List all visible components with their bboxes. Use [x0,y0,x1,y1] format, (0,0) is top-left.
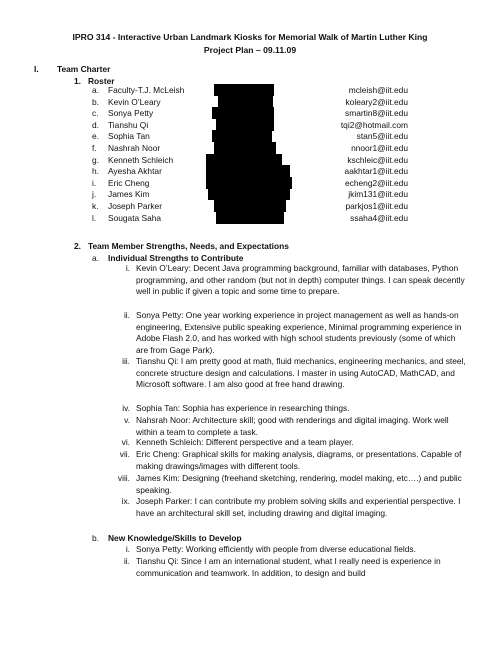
roster-row [0,212,500,224]
subsection-heading-skills: New Knowledge/Skills to Develop [108,533,242,543]
roster-email: nnoor1@iit.edu [351,143,408,153]
roster-letter: j. [92,189,97,200]
redaction-bar [206,177,292,189]
roster-row [0,142,500,154]
subsection-letter: a. [92,253,99,263]
item-text: Eric Cheng: Graphical skills for making analysis, diagrams, or presentations. Capable of making drawings/images with different tools. [136,449,462,471]
item-text: Kenneth Schleich: Different perspective and a team player. [136,437,354,447]
roster-name: Kenneth Schleich [108,154,174,165]
roster-letter: d. [92,119,99,130]
section-heading-team-charter: Team Charter [57,64,111,74]
roster-row [0,130,500,142]
item-text: Sonya Petty: One year working experience in project management as well as hands-on engineering, Extensive public speaking experience, Minimal programming experience in Adobe Flash 2.0, and has worked with high school students previously (some of which are from Gage Park). [136,310,462,355]
roster-letter: f. [92,143,97,153]
roster-email: ssaha4@iit.edu [350,212,408,223]
item-numeral: ii. [123,556,130,566]
item-numeral: iv. [122,403,130,413]
item-text: Joseph Parker: I can contribute my problem solving skills and experiential perspective. I have an architectural skill set, including drawing and digital imaging. [136,496,461,518]
item-numeral: i. [125,544,130,554]
roster-letter: e. [92,131,99,142]
redaction-bar [212,130,272,142]
item-numeral: ii. [123,310,130,320]
roster-row [0,188,500,200]
roster-email: echeng2@iit.edu [345,177,408,188]
document-title: IPRO 314 - Interactive Urban Landmark Kiosks for Memorial Walk of Martin Luther King [72,32,428,42]
roster-name: Joseph Parker [108,201,162,211]
roster-email: tqi2@hotmail.com [340,119,408,130]
item-numeral: iii. [122,356,130,366]
item-text: Tianshu Qi: I am pretty good at math, fluid mechanics, engineering mechanics, and steel, concrete structure design and calculations. I master in using AutoCAD, MathCAD, and Microsoft software. I am also good at free hand drawing. [136,356,466,390]
redaction-bar [214,84,274,96]
document-subtitle: Project Plan – 09.11.09 [203,45,297,55]
roster-heading: Roster [88,76,115,86]
roster-name: Kevin O’Leary [108,96,161,107]
redaction-bar [212,107,274,119]
item-text: Nahsrah Noor: Architecture skill; good with renderings and digital imaging. Work well within a team to complete a task. [136,415,449,437]
redaction-bar [214,142,276,154]
redaction-bar [214,200,286,212]
roster-row [0,107,500,119]
roster-letter: h. [92,166,99,177]
roster-row [0,84,500,96]
roster-letter: b. [92,96,99,107]
roster-name: Sougata Saha [108,212,162,223]
subsection-letter: b. [92,533,99,543]
redaction-bar [206,154,282,166]
redaction-bar [218,96,273,108]
roster-name: Sophia Tan [108,131,150,142]
item-numeral: v. [124,415,130,425]
roster-email: smartin8@iit.edu [345,108,408,119]
roster-row [0,177,500,189]
roster-row [0,200,500,212]
section-number: I. [34,64,39,74]
item-text: Tianshu Qi: Since I am an international student, what I really need is experience in communication and teamwork. In addition, to design and build [136,556,441,578]
roster-letter: l. [92,212,97,223]
item-text: Sophia Tan: Sophia has experience in researching things. [136,403,350,413]
item-text: Sonya Petty: Working efficiently with people from diverse educational fields. [136,544,416,554]
item-numeral: viii. [117,473,130,483]
redaction-bar [208,188,290,200]
roster-letter: g. [92,154,99,165]
item-numeral: vi. [121,437,130,447]
roster-letter: c. [92,108,99,119]
roster-name: Faculty-T.J. McLeish [108,85,185,95]
roster-row [0,154,500,166]
item-numeral: i. [125,263,130,273]
roster-letter: k. [92,201,99,211]
section-number: 2. [74,241,81,251]
roster-email: parkjos1@iit.edu [345,201,408,211]
roster-name: Sonya Petty [108,108,154,119]
section-heading-strengths: Team Member Strengths, Needs, and Expectations [88,241,289,251]
roster-name: Eric Cheng [108,177,150,188]
roster-name: Tianshu Qi [108,119,149,130]
roster-row [0,96,500,108]
roster-email: mcleish@iit.edu [348,85,408,95]
roster-number: 1. [74,76,81,86]
roster-letter: i. [92,177,97,188]
redaction-bar [206,165,290,177]
roster-name: Nashrah Noor [108,143,161,153]
item-text: Kevin O’Leary: Decent Java programming background, familiar with databases, Python programming, and other random (but not in depth) computer things. I can speak decently well in public if given a topic and some time to prepare. [136,263,465,297]
roster-row [0,119,500,131]
subsection-heading-strengths: Individual Strengths to Contribute [108,253,244,263]
roster-email: stan5@iit.edu [356,131,408,142]
item-numeral: ix. [121,496,130,506]
item-numeral: vii. [119,449,130,459]
roster-email: koleary2@iit.edu [345,96,408,107]
roster-letter: a. [92,85,99,95]
roster-name: Ayesha Akhtar [108,166,162,177]
item-text: James Kim: Designing (freehand sketching, rendering, model making, etc….) and public speaking. [136,473,462,495]
redaction-bar [216,119,274,131]
redaction-bar [216,212,284,224]
roster-email: kschleic@iit.edu [347,154,408,165]
roster-row [0,165,500,177]
roster-email: aakhtar1@iit.edu [344,166,408,177]
roster-email: jkim131@iit.edu [348,189,408,200]
roster-name: James Kim [108,189,150,200]
